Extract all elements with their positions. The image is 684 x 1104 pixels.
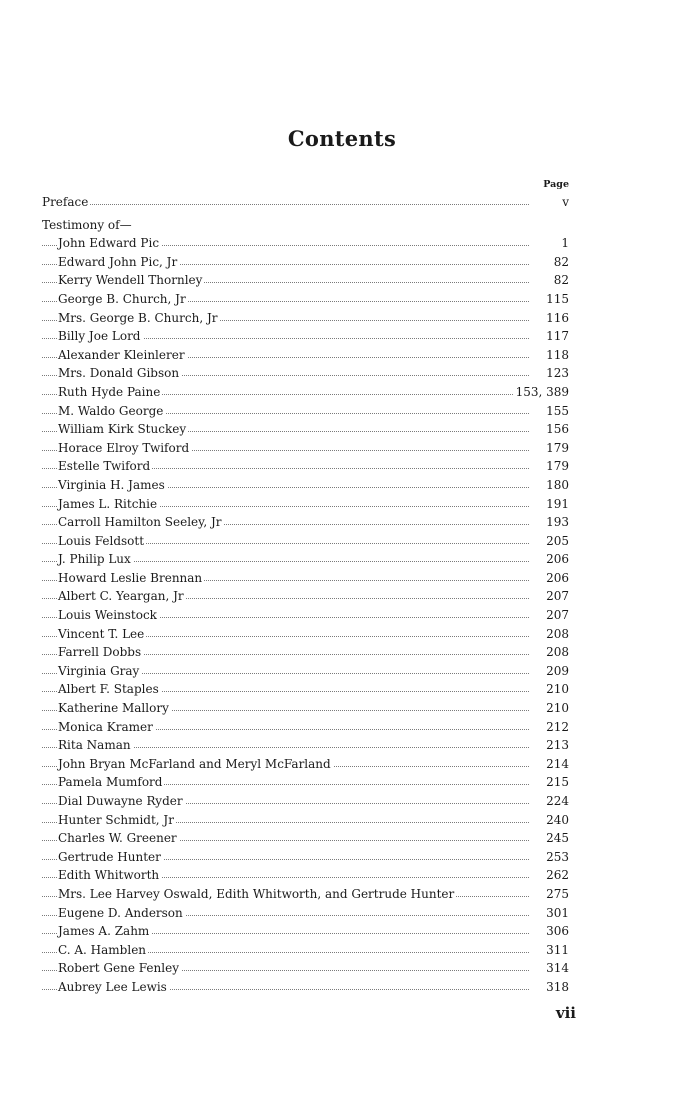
- toc-entry-page: 153, 389: [514, 383, 569, 402]
- toc-entry-label: Charles W. Greener: [58, 829, 179, 848]
- toc-entry-page: 311: [544, 941, 569, 960]
- toc-entry-page: 214: [544, 755, 569, 774]
- testimony-list: [42, 234, 569, 996]
- toc-entry-label: Estelle Twiford: [58, 457, 152, 476]
- page-number: vii: [555, 1004, 576, 1022]
- toc-entry[interactable]: [42, 904, 569, 923]
- toc-entry-label: Virginia Gray: [58, 662, 141, 681]
- toc-entry[interactable]: [42, 662, 569, 681]
- toc-entry-label: M. Waldo George: [58, 402, 165, 421]
- toc-entry-label: J. Philip Lux: [58, 550, 133, 569]
- toc-entry-page: 115: [544, 290, 569, 309]
- toc-entry[interactable]: [42, 476, 569, 495]
- page-title: Contents: [287, 126, 397, 151]
- toc-entry-page: 245: [544, 829, 569, 848]
- toc-entry[interactable]: [42, 420, 569, 439]
- toc-entry-page: 193: [544, 513, 569, 532]
- toc-entry-label: Albert F. Staples: [58, 680, 161, 699]
- toc-entry[interactable]: [42, 625, 569, 644]
- toc-entry-label: Vincent T. Lee: [58, 625, 146, 644]
- toc-entry-page: 212: [544, 718, 569, 737]
- toc-entry-label: James L. Ritchie: [58, 495, 159, 514]
- toc-entry-label: Edward John Pic, Jr: [58, 253, 179, 272]
- toc-entry[interactable]: [42, 234, 569, 253]
- toc-entry-page: 208: [544, 643, 569, 662]
- toc-entry-label: Mrs. Donald Gibson: [58, 364, 181, 383]
- toc-entry-page: 210: [544, 680, 569, 699]
- toc-entry-page: 318: [544, 978, 569, 997]
- section-heading-label: Testimony of—: [42, 216, 134, 235]
- toc-entry-page: 123: [544, 364, 569, 383]
- toc-entry-label: James A. Zahm: [58, 922, 151, 941]
- toc-entry-label: Farrell Dobbs: [58, 643, 143, 662]
- toc-entry-page: 155: [544, 402, 569, 421]
- toc-entry-page: 117: [544, 327, 569, 346]
- toc-entry[interactable]: [42, 941, 569, 960]
- toc-entry-label: Louis Feldsott: [58, 532, 146, 551]
- toc-entry[interactable]: [42, 606, 569, 625]
- toc-entry-label: George B. Church, Jr: [58, 290, 188, 309]
- toc-entry[interactable]: [42, 736, 569, 755]
- toc-entry[interactable]: [42, 327, 569, 346]
- toc-entry-page: 262: [544, 866, 569, 885]
- toc-entry[interactable]: [42, 513, 569, 532]
- toc-entry-label: Monica Kramer: [58, 718, 155, 737]
- toc-entry-page: 210: [544, 699, 569, 718]
- toc-entry[interactable]: [42, 439, 569, 458]
- toc-entry[interactable]: [42, 978, 569, 997]
- toc-entry[interactable]: [42, 755, 569, 774]
- toc-entry-preface[interactable]: [42, 193, 569, 212]
- toc-entry[interactable]: [42, 643, 569, 662]
- toc-entry[interactable]: [42, 773, 569, 792]
- toc-entry-page: 215: [544, 773, 569, 792]
- toc-entry[interactable]: [42, 550, 569, 569]
- toc-entry-label: Horace Elroy Twiford: [58, 439, 191, 458]
- toc-entry-page: 179: [544, 457, 569, 476]
- toc-entry[interactable]: [42, 792, 569, 811]
- toc-entry-label: John Edward Pic: [58, 234, 161, 253]
- toc-entry-label: Mrs. George B. Church, Jr: [58, 309, 220, 328]
- toc-entry[interactable]: [42, 866, 569, 885]
- toc-entry-label: Kerry Wendell Thornley: [58, 271, 204, 290]
- toc-entry-label: Aubrey Lee Lewis: [58, 978, 169, 997]
- toc-entry-page: 180: [544, 476, 569, 495]
- toc-entry-page: 209: [544, 662, 569, 681]
- toc-entry-label: Eugene D. Anderson: [58, 904, 185, 923]
- toc-entry-page: 206: [544, 550, 569, 569]
- toc-entry-page: 207: [544, 606, 569, 625]
- toc-entry-page: 306: [544, 922, 569, 941]
- toc-entry[interactable]: [42, 253, 569, 272]
- toc-entry-page: 116: [544, 309, 569, 328]
- toc-entry[interactable]: [42, 811, 569, 830]
- toc-entry-label: Preface: [42, 193, 90, 212]
- toc-entry[interactable]: [42, 829, 569, 848]
- toc-entry-label: Virginia H. James: [58, 476, 167, 495]
- toc-entry[interactable]: [42, 495, 569, 514]
- toc-entry[interactable]: [42, 959, 569, 978]
- toc-entry-page: 275: [544, 885, 569, 904]
- toc-entry[interactable]: [42, 885, 569, 904]
- toc-entry[interactable]: [42, 457, 569, 476]
- toc-entry-label: Billy Joe Lord: [58, 327, 143, 346]
- toc-entry-label: Mrs. Lee Harvey Oswald, Edith Whitworth, and Gertrude Hunter: [58, 885, 456, 904]
- toc-entry-page: 240: [544, 811, 569, 830]
- toc-entry-page: 253: [544, 848, 569, 867]
- toc-entry-page: 208: [544, 625, 569, 644]
- toc-entry[interactable]: [42, 569, 569, 588]
- toc-entry-page: 156: [544, 420, 569, 439]
- toc-entry-label: William Kirk Stuckey: [58, 420, 188, 439]
- toc-entry[interactable]: [42, 699, 569, 718]
- toc-entry[interactable]: [42, 309, 569, 328]
- toc-entry-label: Dial Duwayne Ryder: [58, 792, 185, 811]
- toc-entry-page: 82: [552, 271, 569, 290]
- toc-entry-label: Robert Gene Fenley: [58, 959, 181, 978]
- toc-entry-label: Howard Leslie Brennan: [58, 569, 204, 588]
- toc-entry[interactable]: [42, 290, 569, 309]
- toc-entry[interactable]: [42, 848, 569, 867]
- toc-entry-page: 314: [544, 959, 569, 978]
- toc-entry[interactable]: [42, 402, 569, 421]
- toc-entry-page: 205: [544, 532, 569, 551]
- section-heading: [42, 216, 569, 235]
- toc-entry-page: 179: [544, 439, 569, 458]
- toc-entry[interactable]: [42, 718, 569, 737]
- toc-entry[interactable]: [42, 922, 569, 941]
- toc-entry-label: Louis Weinstock: [58, 606, 159, 625]
- toc-entry-label: Katherine Mallory: [58, 699, 171, 718]
- toc-entry[interactable]: [42, 680, 569, 699]
- toc-entry-label: Gertrude Hunter: [58, 848, 163, 867]
- toc-entry-page: 207: [544, 587, 569, 606]
- toc-entry-label: Ruth Hyde Paine: [58, 383, 162, 402]
- table-of-contents: [42, 193, 569, 997]
- toc-entry-page: 206: [544, 569, 569, 588]
- toc-entry[interactable]: [42, 271, 569, 290]
- toc-entry-label: C. A. Hamblen: [58, 941, 148, 960]
- toc-entry-label: Carroll Hamilton Seeley, Jr: [58, 513, 224, 532]
- toc-entry-label: Albert C. Yeargan, Jr: [58, 587, 186, 606]
- toc-entry-label: Alexander Kleinlerer: [58, 346, 187, 365]
- toc-entry[interactable]: [42, 587, 569, 606]
- toc-entry-page: 224: [544, 792, 569, 811]
- toc-entry-label: Hunter Schmidt, Jr: [58, 811, 176, 830]
- toc-entry[interactable]: [42, 364, 569, 383]
- toc-entry-label: John Bryan McFarland and Meryl McFarland: [58, 755, 333, 774]
- toc-entry-page: v: [560, 193, 569, 212]
- toc-entry[interactable]: [42, 346, 569, 365]
- toc-entry-page: 82: [552, 253, 569, 272]
- toc-entry[interactable]: [42, 383, 569, 402]
- toc-entry-label: Edith Whitworth: [58, 866, 161, 885]
- toc-entry-page: 1: [559, 234, 569, 253]
- toc-entry-page: 191: [544, 495, 569, 514]
- page-column-header: Page: [543, 179, 569, 190]
- toc-entry-page: 213: [544, 736, 569, 755]
- toc-entry-page: 301: [544, 904, 569, 923]
- toc-entry[interactable]: [42, 532, 569, 551]
- toc-entry-page: 118: [544, 346, 569, 365]
- toc-entry-label: Rita Naman: [58, 736, 133, 755]
- dot-leader: [42, 204, 529, 205]
- toc-entry-label: Pamela Mumford: [58, 773, 164, 792]
